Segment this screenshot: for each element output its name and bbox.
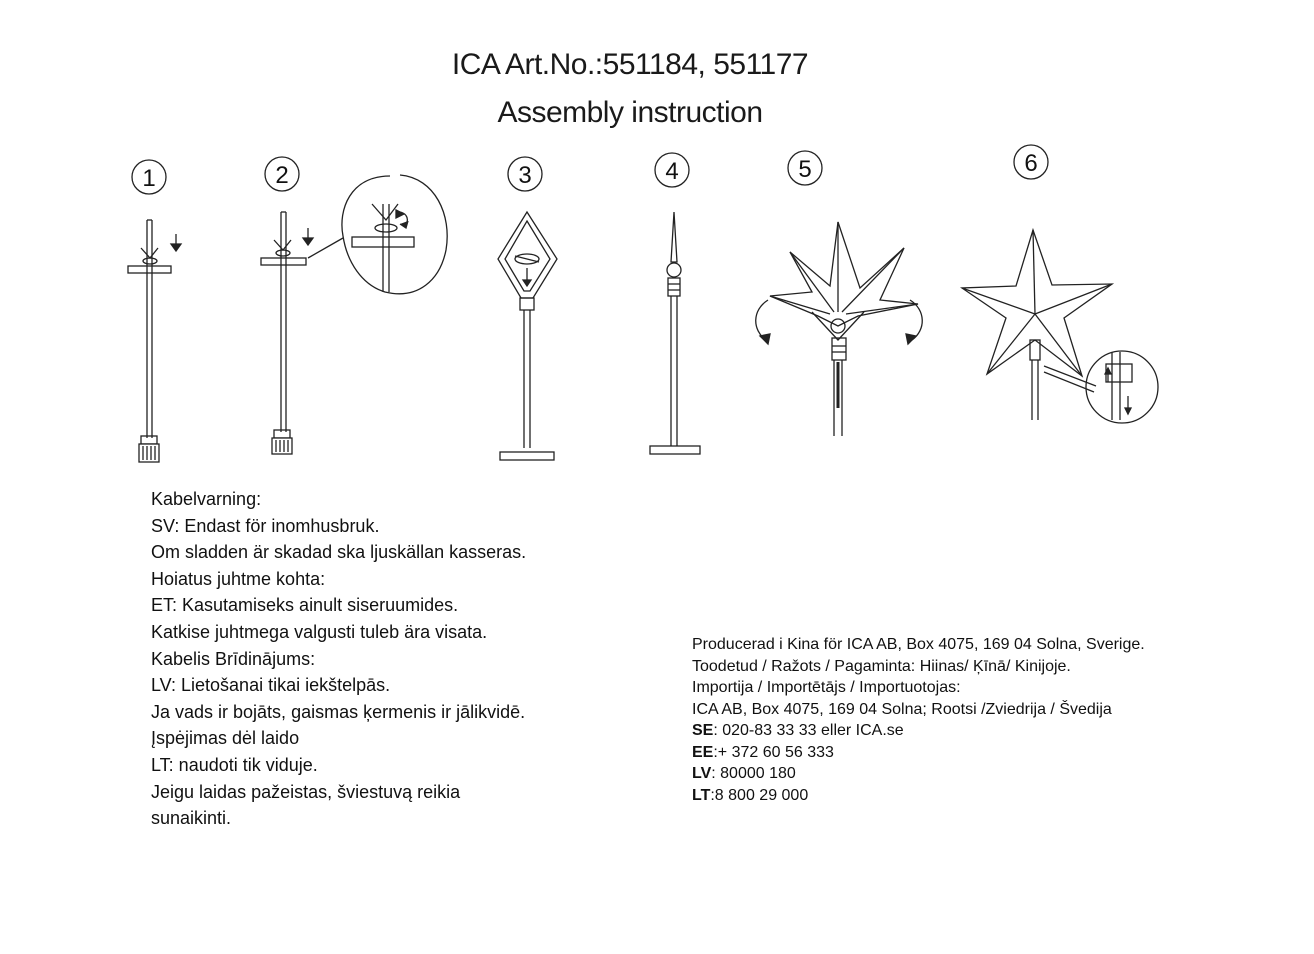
contact-line: Importija / Importētājs / Importuotojas: [692,679,961,696]
rotate-right-arrow-icon [910,300,922,340]
step-1 [128,160,181,462]
warning-line: ET: Kasutamiseks ainult siseruumides. [151,595,459,616]
down-arrow-icon [171,234,181,251]
phone-lv [692,763,1145,785]
phone-value: :8 800 29 000 [710,786,809,804]
phone-value: :+ 372 60 56 333 [713,743,834,761]
warning-line: Hoiatus juhtme kohta: [151,568,326,589]
step-4-number: 4 [665,158,679,185]
down-arrow-icon [303,228,313,245]
step-3 [498,157,557,460]
assembled-star-icon [962,230,1158,423]
switch-detail-bubble [1086,351,1158,423]
warning-line: SV: Endast för inomhusbruk. [151,515,380,536]
phone-se [692,720,1145,742]
step-5 [756,151,923,436]
warning-line: LT: naudoti tik viduje. [151,754,318,775]
warning-line: LV: Lietošanai tikai iekštelpās. [151,675,391,696]
rod-icon [261,212,306,454]
phone-lt [692,785,1145,807]
step-5-number: 5 [798,156,812,183]
warning-line: Om sladden är skadad ska ljuskällan kasseras. [151,542,527,563]
contact-line: ICA AB, Box 4075, 169 04 Solna; Rootsi /Zviedrija / Švedija [692,700,1112,718]
phone-label: LV [692,765,712,782]
step-1-number: 1 [142,165,156,192]
step-6-number: 6 [1024,150,1038,177]
phone-value: : 80000 180 [711,765,796,782]
warning-line: Ja vads ir bojāts, gaismas ķermenis ir jālikvidē. [151,701,526,722]
step-3-number: 3 [518,162,532,189]
document-subtitle: Assembly instruction [497,96,763,129]
contact-line: Toodetud / Ražots / Pagaminta: Hiinas/ Ķīnā/ Kinijoje. [692,657,1071,675]
phone-label: LT [692,786,711,804]
phone-label: SE [692,722,714,739]
manufacturer-contact [692,634,1145,806]
step-2-number: 2 [275,162,289,189]
phone-label: EE [692,743,714,761]
step-2 [261,157,447,454]
warning-line: Kabelis Brīdinājums: [151,648,316,669]
zoom-detail-bubble [308,175,447,294]
warning-line: Kabelvarning: [151,489,262,509]
phone-ee [692,742,1145,764]
warning-line: Jeigu laidas pažeistas, šviestuvą reikia [151,781,461,802]
rotate-left-arrow-icon [756,300,768,340]
rod-with-bulb-icon [650,212,700,454]
cable-warnings [151,486,526,832]
document-title: ICA Art.No.:551184, 551177 [451,48,809,81]
warning-line: sunaikinti. [151,808,232,829]
warning-line: Įspėjimas dėl laido [151,728,300,749]
contact-line: Producerad i Kina för ICA AB, Box 4075, 169 04 Solna, Sverige. [692,636,1145,653]
diamond-frame-icon [498,212,557,460]
rod-icon [128,220,171,462]
step-4 [650,153,700,454]
warning-line: Katkise juhtmega valgusti tuleb ära visata. [151,621,488,642]
star-unfolding-icon [756,222,923,436]
phone-value: : 020-83 33 33 eller ICA.se [713,722,904,739]
step-6 [962,145,1158,423]
